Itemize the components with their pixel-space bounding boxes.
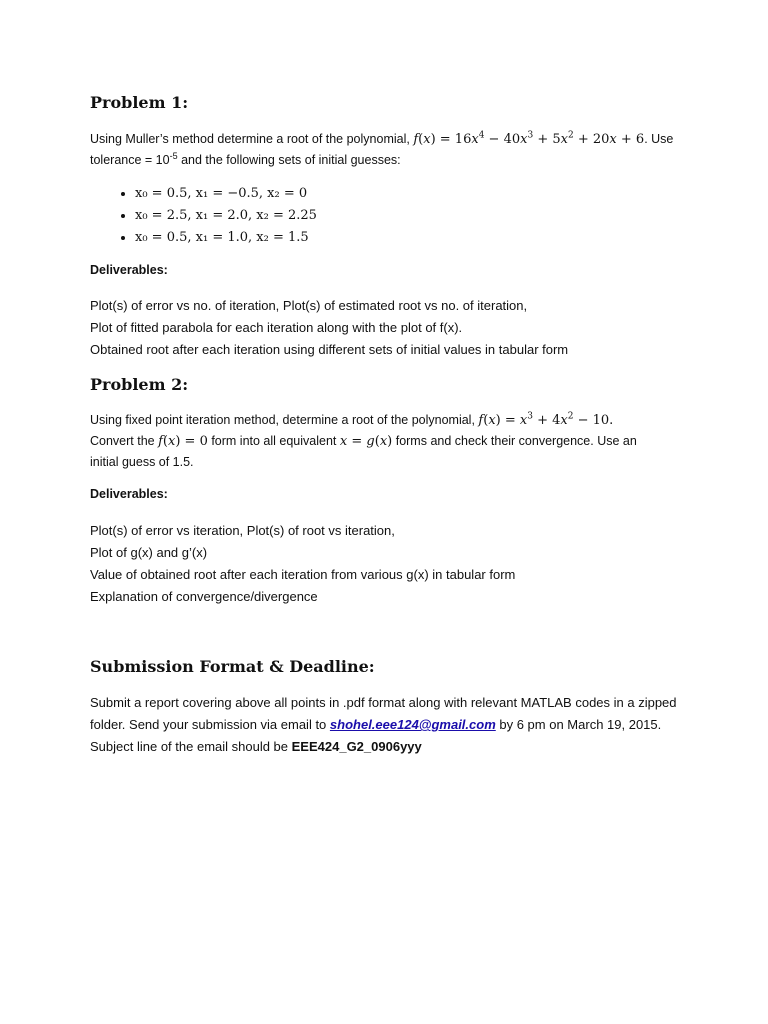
problem1-heading: Problem 1:: [90, 93, 189, 112]
problem2-intro-d: forms and check their convergence. Use an: [395, 434, 637, 448]
list-item: • x₀ = 0.5, x₁ = 1.0, x₂ = 1.5: [135, 227, 317, 249]
problem2-intro-b: Convert the: [90, 434, 155, 448]
email-link[interactable]: shohel.eee124@gmail.com: [329, 717, 496, 732]
list-item: • x₀ = 0.5, x₁ = −0.5, x₂ = 0: [135, 183, 317, 205]
problem2-intro-c: form into all equivalent: [211, 434, 337, 448]
problem1-intro-d: and the following sets of initial guesses:: [177, 153, 401, 167]
list-item: • x₀ = 2.5, x₁ = 2.0, x₂ = 2.25: [135, 205, 317, 227]
problem1-tolerance-exponent: -5: [169, 150, 178, 161]
problem2-gx-form: x = g(x): [339, 434, 393, 449]
list-item: Value of obtained root after each iteration from various g(x) in tabular form: [90, 567, 516, 582]
list-item: Obtained root after each iteration using different sets of initial values in tabular form: [90, 342, 569, 357]
problem2-deliverables-list: [90, 520, 515, 608]
problem1-polynomial: $f(x) = 16x^4 - 40x^3 + 5x^2 + 20x + 6$: [413, 130, 645, 147]
initial-guesses-list: [90, 183, 317, 249]
problem2-fx-zero: f(x) = 0: [158, 434, 208, 449]
problem2-heading: Problem 2:: [90, 375, 189, 394]
problem1-intro: [90, 129, 678, 170]
problem1-deliverables-label: Deliverables:: [90, 263, 168, 277]
submission-text: [90, 692, 678, 758]
problem1-intro-b: . Use: [644, 132, 674, 146]
problem2-intro-e: initial guess of 1.5.: [90, 455, 194, 469]
problem2-intro: [90, 410, 678, 472]
problem2-polynomial: $f(x) = x^3 + 4x^2 - 10$.: [478, 411, 614, 428]
list-item: Plot of g(x) and g’(x): [90, 545, 208, 560]
subject-code: EEE424_G2_0906yyy: [291, 739, 422, 754]
problem2-deliverables-label: Deliverables:: [90, 487, 168, 501]
submission-text-a: Submit a report covering above all points in .pdf format along with relevant MATLAB codes in a zipped folder. Send your submission via email to: [90, 695, 677, 732]
problem1-deliverables-list: [90, 295, 568, 361]
list-item: Plot of fitted parabola for each iteration along with the plot of f(x).: [90, 320, 463, 335]
problem1-intro-a: Using Muller’s method determine a root of the polynomial,: [90, 132, 410, 146]
submission-heading: Submission Format & Deadline:: [90, 657, 375, 676]
list-item: Explanation of convergence/divergence: [90, 589, 318, 604]
problem2-intro-a: Using fixed point iteration method, determine a root of the polynomial,: [90, 413, 475, 427]
list-item: Plot(s) of error vs iteration, Plot(s) of root vs iteration,: [90, 523, 395, 538]
problem1-tolerance: tolerance = 10: [90, 153, 170, 167]
submission-text-b: by 6 pm on March 19, 2015. Subject line of the email should be: [90, 717, 662, 754]
list-item: Plot(s) of error vs no. of iteration, Plot(s) of estimated root vs no. of iteration,: [90, 298, 528, 313]
